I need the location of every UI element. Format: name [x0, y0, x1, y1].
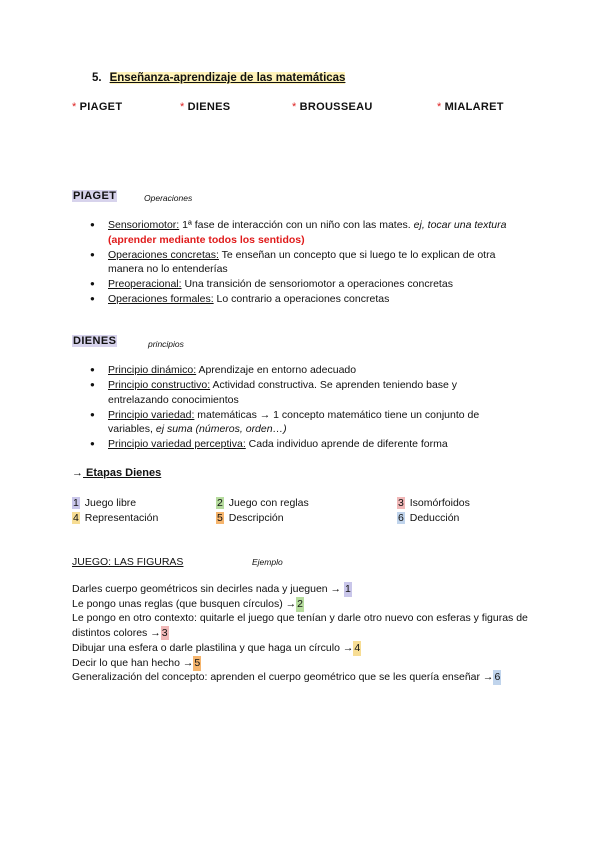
item-text: matemáticas → 1 concepto matemático tiene un conjunto de variables, — [108, 408, 480, 435]
title-number: 5. — [92, 72, 102, 84]
etapas-title: Etapas Dienes — [83, 467, 162, 479]
item-highlight: (aprender mediante todos los sentidos) — [108, 233, 305, 246]
stage-4 — [72, 512, 158, 524]
stage-3 — [397, 497, 470, 509]
item-text: 1ª fase de interacción con un niño con las mates. — [179, 219, 414, 231]
stage-number: 5 — [194, 657, 201, 669]
example-line — [72, 597, 542, 612]
example-text: Le pongo unas reglas (que busquen círculos) → — [72, 598, 297, 610]
title-text: Enseñanza-aprendizaje de las matemáticas — [109, 72, 346, 84]
arrow-symbol: → — [72, 467, 83, 479]
item-example: ej suma (números, orden…) — [155, 423, 287, 435]
item-term: Sensoriomotor: — [108, 219, 180, 231]
item-text: Una transición de sensoriomotor a operaciones concretas — [181, 278, 453, 290]
example-line — [72, 582, 542, 597]
author-brousseau — [292, 101, 373, 113]
stage-number: 2 — [297, 598, 303, 610]
item-term: Principio variedad: — [108, 408, 195, 421]
stage-label: Juego con reglas — [225, 497, 309, 509]
example-line — [72, 641, 542, 656]
stage-number: 6 — [398, 512, 404, 524]
list-item — [90, 363, 520, 378]
item-text: Actividad constructiva. Se aprenden teniendo base y entrelazando conocimientos — [108, 379, 458, 406]
item-text: Te enseñan un concepto que si luego te lo explican de otra manera no lo entenderías — [108, 248, 496, 275]
item-text: Lo contrario a operaciones concretas — [213, 293, 390, 305]
stage-label: Isomórfoidos — [406, 497, 470, 509]
item-term: Principio constructivo: — [108, 379, 211, 391]
stage-number: 5 — [217, 512, 223, 524]
example-line — [72, 656, 542, 671]
piaget-subtitle: Operaciones — [144, 193, 193, 203]
stage-label: Deducción — [406, 512, 460, 524]
example-line — [72, 611, 542, 640]
item-term: Principio dinámico: — [108, 364, 197, 376]
piaget-heading: PIAGET — [73, 190, 117, 202]
stage-number: 4 — [73, 512, 79, 524]
example-text: Dibujar una esfera o darle plastilina y que haga un círculo → — [72, 642, 354, 654]
stage-number: 1 — [344, 583, 351, 595]
author-name: PIAGET — [79, 101, 123, 113]
stage-1 — [72, 497, 136, 509]
stage-label: Representación — [81, 512, 159, 524]
etapas-heading — [72, 467, 161, 479]
stage-number: 3 — [398, 497, 404, 509]
example-text: Decir lo que han hecho → — [72, 657, 194, 669]
example-text: Generalización del concepto: aprenden el cuerpo geométrico que se les quería enseñar → — [72, 671, 494, 683]
list-item — [90, 277, 520, 292]
item-text: Cada individuo aprende de diferente forma — [245, 438, 448, 450]
author-star: * — [180, 101, 185, 113]
stage-number: 4 — [354, 642, 361, 654]
author-name: DIENES — [187, 101, 231, 113]
example-text: Darles cuerpo geométricos sin decirles nada y jueguen → — [72, 583, 344, 595]
author-dienes — [180, 101, 230, 113]
list-item — [90, 408, 520, 437]
piaget-list — [90, 218, 520, 307]
item-term: Operaciones formales: — [108, 293, 214, 305]
item-example: ej, tocar una textura — [413, 219, 507, 231]
list-item — [90, 248, 520, 277]
juego-title: JUEGO: LAS FIGURAS — [72, 556, 184, 568]
author-piaget — [72, 101, 122, 113]
dienes-list — [90, 363, 520, 452]
example-text: Le pongo en otro contexto: quitarle el juego que tenían y darle otro nuevo con esferas y figuras de distintos colores → — [72, 612, 528, 639]
item-term: Preoperacional: — [108, 278, 182, 290]
stage-number: 1 — [73, 497, 79, 509]
list-item — [90, 378, 520, 407]
author-star: * — [437, 101, 442, 113]
list-item — [90, 292, 520, 307]
author-mialaret — [437, 101, 504, 113]
stage-number: 3 — [161, 626, 168, 639]
author-name: BROUSSEAU — [299, 101, 373, 113]
author-star: * — [72, 101, 77, 113]
stage-2 — [216, 497, 309, 509]
list-item — [90, 218, 520, 247]
stage-5 — [216, 512, 284, 524]
dienes-heading: DIENES — [73, 335, 117, 347]
item-term: Operaciones concretas: — [108, 248, 219, 261]
stage-label: Descripción — [225, 512, 284, 524]
page-title — [92, 72, 345, 84]
author-star: * — [292, 101, 297, 113]
stage-label: Juego libre — [81, 497, 137, 509]
stage-number: 6 — [494, 671, 501, 683]
author-name: MIALARET — [444, 101, 504, 113]
example-line — [72, 670, 562, 685]
item-text: Aprendizaje en entorno adecuado — [196, 364, 357, 376]
stage-6 — [397, 512, 459, 524]
dienes-subtitle: principios — [148, 339, 184, 349]
list-item — [90, 437, 520, 452]
item-term: Principio variedad perceptiva: — [108, 438, 246, 450]
juego-subtitle: Ejemplo — [252, 557, 283, 567]
stage-number: 2 — [217, 497, 223, 509]
